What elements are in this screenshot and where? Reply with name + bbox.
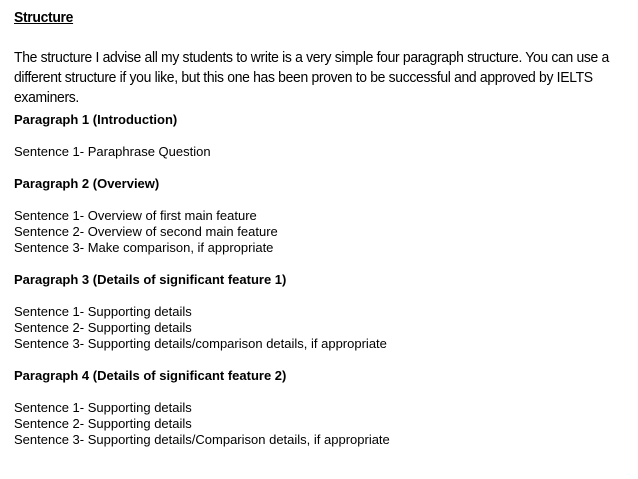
sentence-line: Sentence 1- Overview of first main feature: [14, 208, 257, 223]
structure-heading: Structure: [14, 9, 74, 26]
sentence-line: Sentence 2- Supporting details: [14, 416, 192, 431]
paragraph-section-2: [14, 176, 632, 256]
intro-block: [14, 8, 609, 108]
sentence-line: Sentence 1- Paraphrase Question: [14, 144, 211, 159]
paragraph-section-4: [14, 368, 632, 448]
paragraph-section-3: [14, 272, 632, 352]
sentence-line: Sentence 1- Supporting details: [14, 400, 192, 415]
paragraph-section-1: [14, 112, 632, 160]
sentence-line: Sentence 2- Supporting details: [14, 320, 192, 335]
sentence-line: Sentence 1- Supporting details: [14, 304, 192, 319]
paragraph-outline: [14, 112, 632, 464]
sentence-line: Sentence 2- Overview of second main feature: [14, 224, 278, 239]
sentence-line: Sentence 3- Make comparison, if appropriate: [14, 240, 274, 255]
paragraph-title: Paragraph 1 (Introduction): [14, 112, 178, 127]
paragraph-title: Paragraph 2 (Overview): [14, 176, 160, 191]
paragraph-title: Paragraph 3 (Details of significant feature 1): [14, 272, 287, 287]
sentence-line: Sentence 3- Supporting details/Comparison details, if appropriate: [14, 432, 390, 447]
sentence-line: Sentence 3- Supporting details/comparison details, if appropriate: [14, 336, 387, 351]
intro-paragraph: The structure I advise all my students to write is a very simple four paragraph structure. You can use a different structure if you like, but this one has been proven to be successful and approved by IELTS examiners.: [14, 49, 609, 106]
paragraph-title: Paragraph 4 (Details of significant feature 2): [14, 368, 287, 383]
